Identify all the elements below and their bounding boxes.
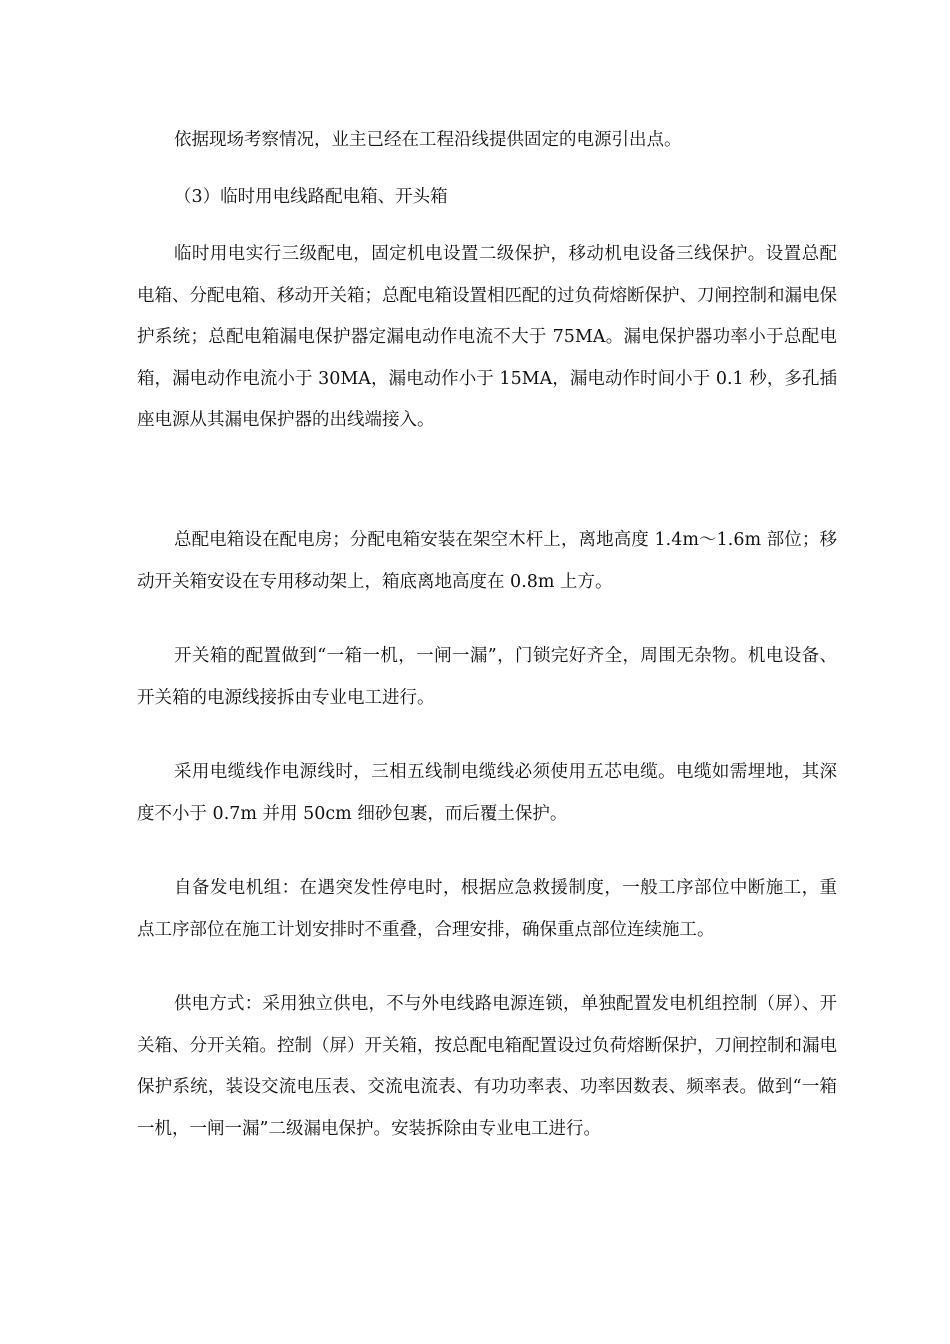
paragraph-backup-generator: 自备发电机组：在遇突发性停电时，根据应急救援制度，一般工序部位中断施工，重点工序部位在施工计划安排时不重叠，合理安排，确保重点部位连续施工。 <box>137 878 837 940</box>
paragraph-three-level-distribution: 临时用电实行三级配电，固定机电设置二级保护，移动机电设备三线保护。设置总配电箱、分配电箱、移动开关箱；总配电箱设置相匹配的过负荷熔断保护、刀闸控制和漏电保护系统；总配电箱漏电保护器定漏电动作电流不大于 75MA。漏电保护器功率小于总配电箱，漏电动作电流小于 30MA，漏电动作小于 15MA，漏电动作时间小于 0.1 秒，多孔插座电源从其漏电保护器的出线端接入。 <box>137 244 837 430</box>
paragraph-power-source: 依据现场考察情况，业主已经在工程沿线提供固定的电源引出点。 <box>174 130 682 150</box>
paragraph-switch-box-config: 开关箱的配置做到“一箱一机，一闸一漏”，门锁完好齐全，周围无杂物。机电设备、开关箱的电源线接拆由专业电工进行。 <box>137 646 837 708</box>
paragraph-cable-usage: 采用电缆线作电源线时，三相五线制电缆线必须使用五芯电缆。电缆如需埋地，其深度不小于 0.7m 并用 50cm 细砂包裹，而后覆土保护。 <box>137 762 837 824</box>
paragraph-power-supply-method: 供电方式：采用独立供电，不与外电线路电源连锁，单独配置发电机组控制（屏）、开关箱、分开关箱。控制（屏）开关箱，按总配电箱配置设过负荷熔断保护，刀闸控制和漏电保护系统，装设交流电压表、交流电流表、有功功率表、功率因数表、频率表。做到“一箱一机，一闸一漏”二级漏电保护。安装拆除由专业电工进行。 <box>137 994 837 1139</box>
section-heading-distribution-boxes: （3）临时用电线路配电箱、开头箱 <box>174 187 448 207</box>
paragraph-box-installation: 总配电箱设在配电房；分配电箱安装在架空木杆上，离地高度 1.4m～1.6m 部位；移动开关箱安设在专用移动架上，箱底离地高度在 0.8m 上方。 <box>137 530 837 592</box>
